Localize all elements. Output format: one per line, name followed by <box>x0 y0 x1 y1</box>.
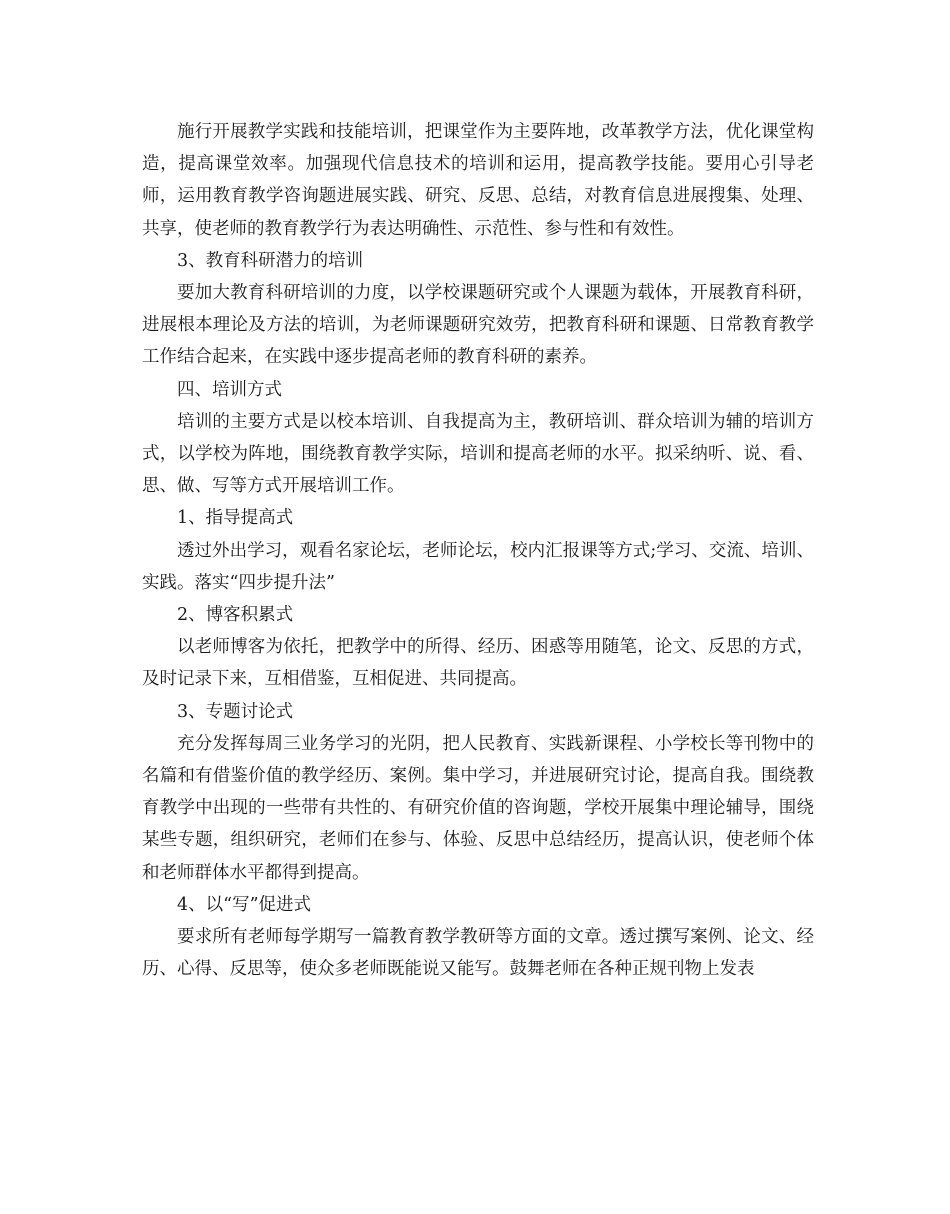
paragraph-training-methods: 培训的主要方式是以校本培训、自我提高为主，教研培训、群众培训为辅的培训方式，以学校为阵地，围绕教育教学实际，培训和提高老师的水平。拟采纳听、说、看、思、做、写等方式开展培训工作。 <box>142 411 814 497</box>
heading-training-methods: 四、培训方式 <box>177 379 282 400</box>
heading-research-training: 3、教育科研潜力的培训 <box>177 250 364 271</box>
heading-blog-accumulation: 2、博客积累式 <box>177 605 294 626</box>
paragraph-blog-accumulation: 以老师博客为依托，把教学中的所得、经历、困惑等用随笔，论文、反思的方式，及时记录下来，互相借鉴，互相促进、共同提高。 <box>142 637 814 690</box>
paragraph-guided-improvement: 透过外出学习，观看名家论坛，老师论坛，校内汇报课等方式;学习、交流、培训、实践。落实“四步提升法” <box>142 540 814 593</box>
heading-writing-promotion: 4、以“写”促进式 <box>177 894 312 915</box>
heading-topic-discussion: 3、专题讨论式 <box>177 701 294 722</box>
paragraph-topic-discussion: 充分发挥每周三业务学习的光阴，把人民教育、实践新课程、小学校长等刊物中的名篇和有借鉴价值的教学经历、案例。集中学习，并进展研究讨论，提高自我。围绕教育教学中出现的一些带有共性的、有研究价值的咨询题，学校开展集中理论辅导，围绕某些专题，组织研究，老师们在参与、体验、反思中总结经历，提高认识，使老师个体和老师群体水平都得到提高。 <box>142 733 814 883</box>
paragraph-teaching-practice: 施行开展教学实践和技能培训，把课堂作为主要阵地，改革教学方法，优化课堂构造，提高课堂效率。加强现代信息技术的培训和运用，提高教学技能。要用心引导老师，运用教育教学咨询题进展实践、研究、反思、总结，对教育信息进展搜集、处理、共享，使老师的教育教学行为表达明确性、示范性、参与性和有效性。 <box>142 122 814 239</box>
heading-guided-improvement: 1、指导提高式 <box>177 508 294 529</box>
paragraph-writing-promotion: 要求所有老师每学期写一篇教育教学教研等方面的文章。透过撰写案例、论文、经历、心得、反思等，使众多老师既能说又能写。鼓舞老师在各种正规刊物上发表 <box>142 927 814 980</box>
document-body <box>142 116 814 985</box>
paragraph-research-training: 要加大教育科研培训的力度，以学校课题研究或个人课题为载体，开展教育科研，进展根本理论及方法的培训，为老师课题研究效劳，把教育科研和课题、日常教育教学工作结合起来，在实践中逐步提高老师的教育科研的素养。 <box>142 283 814 368</box>
